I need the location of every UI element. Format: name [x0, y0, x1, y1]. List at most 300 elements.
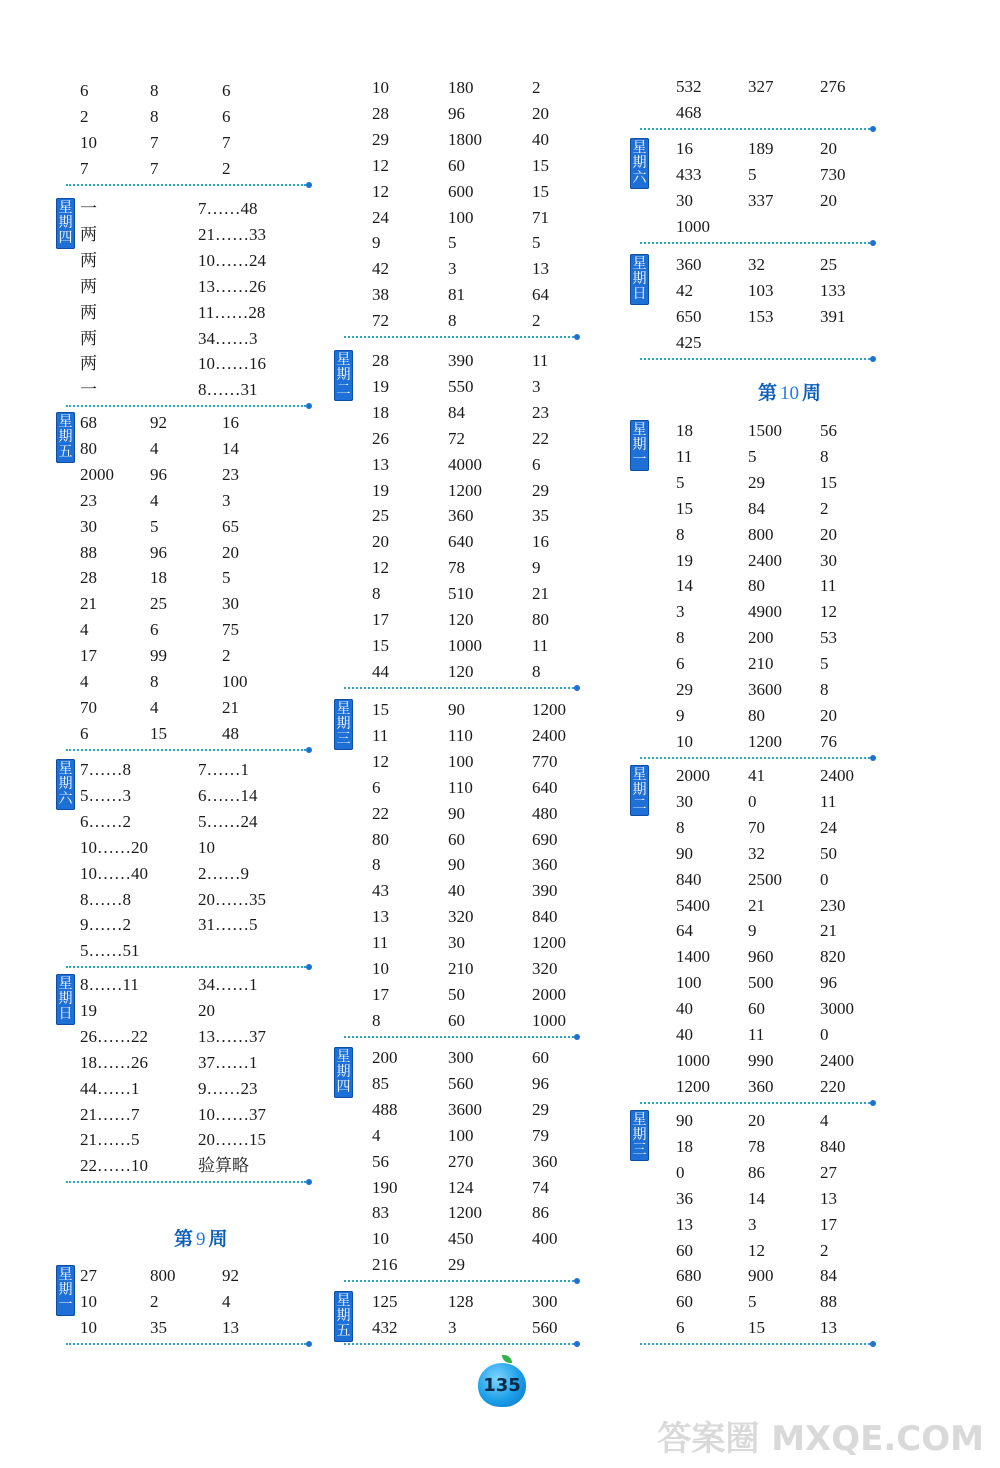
answer-cell: 20 [532, 103, 549, 123]
answer-cell: 10……40 [80, 863, 148, 883]
answer-cell: 360 [532, 1151, 558, 1171]
answer-cell: 6 [222, 106, 231, 126]
answer-cell: 2……9 [198, 863, 249, 883]
answer-cell: 53 [820, 628, 837, 648]
answer-cell: 0 [820, 1025, 829, 1044]
answer-cell: 8 [820, 680, 829, 699]
answer-cell: 11 [532, 635, 549, 655]
answer-cell: 20 [222, 542, 239, 562]
answer-cell: 32 [748, 843, 765, 863]
answer-cell: 180 [448, 78, 474, 97]
answer-cell: 10 [372, 1229, 389, 1249]
answer-cell: 532 [676, 77, 702, 96]
answer-cell: 120 [448, 661, 474, 681]
answer-cell: 25 [150, 594, 167, 614]
watermark: 答案圈 MXQE.COM [657, 1419, 984, 1459]
answer-cell: 4 [820, 1111, 829, 1130]
answer-cell: 50 [448, 984, 465, 1004]
answer-cell: 13 [532, 259, 549, 279]
answer-cell: 29 [532, 480, 549, 500]
answer-cell: 40 [448, 881, 465, 901]
answer-cell: 11 [372, 725, 389, 745]
answer-cell: 320 [448, 907, 474, 927]
answer-cell: 10……37 [198, 1104, 266, 1124]
answer-cell: 15 [532, 181, 549, 201]
answer-cell: 11 [532, 351, 549, 370]
week-title-pre: 第 [174, 1228, 194, 1250]
answer-cell: 10……20 [80, 837, 148, 857]
answer-cell: 0 [820, 869, 829, 889]
answer-cell: 128 [448, 1292, 474, 1311]
section-divider [344, 1280, 574, 1282]
answer-cell: 验算略 [198, 1156, 249, 1176]
answer-cell: 11 [372, 933, 389, 953]
answer-cell: 2400 [748, 550, 782, 570]
answer-cell: 3 [448, 1317, 457, 1337]
answer-cell: 5 [748, 164, 757, 184]
answer-cell: 70 [80, 697, 97, 717]
answer-cell: 23 [80, 490, 97, 510]
answer-cell: 4900 [748, 602, 782, 622]
answer-cell: 6……14 [198, 785, 258, 805]
answer-cell: 78 [448, 558, 465, 578]
answer-cell: 两 [80, 354, 97, 374]
answer-cell: 80 [748, 576, 765, 596]
answer-cell: 2 [820, 1240, 829, 1260]
answer-cell: 360 [748, 1076, 774, 1096]
answer-cell: 30 [222, 594, 239, 614]
answer-cell: 11 [820, 791, 837, 811]
answer-cell: 2 [820, 498, 829, 518]
answer-cell: 30 [676, 791, 693, 811]
answer-cell: 19 [80, 1000, 97, 1020]
answer-cell: 8 [150, 106, 159, 126]
answer-cell: 770 [532, 751, 558, 771]
answer-cell: 一 [80, 380, 97, 400]
answer-cell: 28 [372, 103, 389, 123]
answer-cell: 2 [532, 78, 541, 97]
answer-cell: 190 [372, 1177, 398, 1197]
answer-cell: 690 [532, 829, 558, 849]
answer-cell: 12 [372, 751, 389, 771]
answer-cell: 80 [372, 829, 389, 849]
answer-cell: 11……28 [198, 302, 266, 322]
answer-cell: 488 [372, 1099, 398, 1119]
answer-cell: 300 [532, 1292, 558, 1311]
answer-cell: 2000 [676, 766, 710, 785]
answer-cell: 27 [80, 1266, 97, 1285]
answer-cell: 820 [820, 947, 846, 967]
answer-cell: 124 [448, 1177, 474, 1197]
answer-cell: 8 [372, 584, 381, 604]
answer-cell: 68 [80, 413, 97, 432]
answer-cell: 1000 [448, 635, 482, 655]
answer-cell: 90 [448, 855, 465, 875]
answer-cell: 7 [150, 132, 159, 152]
answer-cell: 1800 [448, 129, 482, 149]
section-divider [640, 358, 870, 360]
answer-cell: 60 [448, 155, 465, 175]
section-divider [640, 1102, 870, 1104]
answer-cell: 840 [820, 1136, 846, 1156]
answer-cell: 433 [676, 164, 702, 184]
answer-cell: 74 [532, 1177, 549, 1197]
answer-cell: 71 [532, 207, 549, 227]
answer-cell: 391 [820, 306, 846, 326]
answer-cell: 21 [222, 697, 239, 717]
answer-cell: 8 [676, 817, 685, 837]
answer-cell: 2400 [532, 725, 566, 745]
section-divider [66, 1181, 306, 1183]
answer-cell: 2000 [532, 984, 566, 1004]
answer-cell: 432 [372, 1317, 398, 1337]
answer-cell: 25 [820, 255, 837, 274]
answer-cell: 两 [80, 276, 97, 296]
answer-cell: 5 [222, 568, 231, 588]
answer-cell: 6 [676, 654, 685, 674]
section-divider [344, 1343, 574, 1345]
answer-cell: 10 [80, 1317, 97, 1337]
answer-cell: 5 [532, 233, 541, 253]
answer-cell: 210 [748, 654, 774, 674]
answer-cell: 60 [748, 999, 765, 1019]
section-divider [344, 336, 574, 338]
answer-cell: 8 [150, 672, 159, 691]
section-divider [640, 1343, 870, 1345]
answer-cell: 60 [676, 1240, 693, 1260]
answer-cell: 100 [676, 973, 702, 993]
answer-cell: 360 [676, 255, 702, 274]
page-number: 135 [483, 1375, 521, 1396]
answer-cell: 19 [676, 550, 693, 570]
answer-cell: 103 [748, 280, 774, 300]
day-label: 星 期 六 [56, 759, 75, 810]
answer-cell: 13 [820, 1188, 837, 1208]
answer-cell: 425 [676, 332, 702, 352]
answer-cell: 327 [748, 77, 774, 96]
answer-cell: 13 [676, 1214, 693, 1234]
answer-cell: 3 [676, 602, 685, 622]
answer-cell: 2000 [80, 464, 114, 484]
answer-cell: 337 [748, 190, 774, 210]
answer-cell: 70 [748, 817, 765, 837]
answer-cell: 3 [748, 1214, 757, 1234]
answer-cell: 216 [372, 1255, 398, 1275]
answer-cell: 210 [448, 959, 474, 978]
answer-cell: 18 [372, 402, 389, 422]
section-divider [344, 687, 574, 689]
answer-cell: 42 [372, 259, 389, 279]
answer-cell: 10 [372, 78, 389, 97]
answer-cell: 14 [748, 1188, 765, 1208]
answer-cell: 88 [80, 542, 97, 562]
section-divider [640, 757, 870, 759]
answer-cell: 两 [80, 250, 97, 270]
answer-cell: 5……51 [80, 941, 140, 961]
answer-cell: 7……1 [198, 760, 249, 779]
answer-cell: 18 [676, 1136, 693, 1156]
answer-cell: 34……1 [198, 975, 258, 994]
answer-cell: 21 [748, 895, 765, 915]
section-divider [640, 128, 870, 130]
answer-cell: 1400 [676, 947, 710, 967]
answer-cell: 56 [372, 1151, 389, 1171]
answer-cell: 20……35 [198, 889, 266, 909]
answer-cell: 1500 [748, 421, 782, 440]
answer-cell: 60 [448, 1010, 465, 1030]
answer-cell: 6 [676, 1318, 685, 1338]
answer-cell: 40 [532, 129, 549, 149]
answer-cell: 15 [532, 155, 549, 175]
answer-cell: 10……24 [198, 250, 266, 270]
answer-cell: 92 [150, 413, 167, 432]
answer-cell: 21……7 [80, 1104, 140, 1124]
answer-cell: 1200 [448, 1203, 482, 1223]
answer-cell: 28 [80, 568, 97, 588]
answer-cell: 9 [372, 233, 381, 253]
answer-cell: 3600 [448, 1099, 482, 1119]
answer-cell: 200 [748, 628, 774, 648]
answer-cell: 65 [222, 516, 239, 536]
answer-cell: 22 [372, 803, 389, 823]
answer-cell: 20 [820, 190, 837, 210]
answer-cell: 96 [150, 464, 167, 484]
answer-cell: 2 [532, 311, 541, 331]
answer-cell: 22……10 [80, 1156, 148, 1176]
answer-cell: 5……24 [198, 811, 258, 831]
answer-cell: 81 [448, 285, 465, 305]
answer-cell: 5……3 [80, 785, 131, 805]
answer-cell: 11 [676, 446, 693, 466]
day-label: 星 期 五 [56, 412, 75, 463]
answer-cell: 4 [150, 490, 159, 510]
answer-cell: 640 [532, 777, 558, 797]
answer-cell: 4 [150, 438, 159, 458]
answer-cell: 100 [448, 207, 474, 227]
answer-cell: 600 [448, 181, 474, 201]
week-title [174, 1224, 228, 1251]
answer-cell: 5 [748, 1292, 757, 1312]
answer-cell: 43 [372, 881, 389, 901]
answer-cell: 27 [820, 1162, 837, 1182]
answer-cell: 64 [532, 285, 549, 305]
answer-cell: 20 [372, 532, 389, 552]
answer-cell: 8……8 [80, 889, 131, 909]
answer-cell: 2 [150, 1291, 159, 1311]
answer-cell: 29 [532, 1099, 549, 1119]
answer-cell: 17 [372, 610, 389, 629]
answer-cell: 56 [820, 421, 837, 440]
answer-cell: 一 [80, 199, 97, 218]
answer-cell: 13……26 [198, 276, 266, 296]
answer-cell: 8 [532, 661, 541, 681]
answer-cell: 12 [748, 1240, 765, 1260]
answer-cell: 730 [820, 164, 846, 184]
answer-cell: 28 [372, 351, 389, 370]
answer-cell: 8 [676, 628, 685, 648]
answer-cell: 17 [372, 984, 389, 1004]
answer-cell: 26……22 [80, 1026, 148, 1046]
answer-cell: 29 [676, 680, 693, 699]
answer-cell: 31……5 [198, 915, 258, 935]
answer-cell: 15 [676, 498, 693, 518]
answer-cell: 8……11 [80, 975, 139, 994]
answer-cell: 15 [820, 472, 837, 492]
answer-cell: 320 [532, 959, 558, 978]
answer-cell: 两 [80, 302, 97, 322]
answer-cell: 100 [222, 672, 248, 691]
answer-cell: 5 [448, 233, 457, 253]
answer-cell: 200 [372, 1048, 398, 1067]
day-label: 星 期 六 [630, 138, 649, 189]
answer-cell: 390 [532, 881, 558, 901]
answer-cell: 9 [676, 705, 685, 725]
answer-cell: 24 [372, 207, 389, 227]
answer-cell: 50 [820, 843, 837, 863]
answer-cell: 13 [372, 907, 389, 927]
answer-cell: 4 [372, 1125, 381, 1145]
week-title-pre: 第 [758, 382, 778, 404]
answer-cell: 276 [820, 77, 846, 96]
answer-cell: 153 [748, 306, 774, 326]
answer-cell: 120 [448, 610, 474, 629]
answer-cell: 6 [80, 81, 89, 100]
answer-cell: 8 [372, 1010, 381, 1030]
answer-cell: 3 [448, 259, 457, 279]
answer-cell: 85 [372, 1073, 389, 1093]
answer-cell: 20 [820, 139, 837, 158]
section-divider [66, 749, 306, 751]
section-divider [66, 1343, 306, 1345]
answer-cell: 80 [532, 610, 549, 629]
day-label: 星 期 二 [630, 765, 649, 816]
answer-cell: 6 [222, 81, 231, 100]
answer-cell: 400 [532, 1229, 558, 1249]
answer-cell: 3 [222, 490, 231, 510]
answer-cell: 18 [150, 568, 167, 588]
answer-cell: 1200 [532, 933, 566, 953]
answer-cell: 64 [676, 921, 693, 941]
answer-cell: 32 [748, 255, 765, 274]
answer-cell: 468 [676, 102, 702, 122]
week-title-num: 10 [780, 383, 800, 404]
answer-cell: 30 [80, 516, 97, 536]
answer-cell: 110 [448, 725, 473, 745]
answer-cell: 23 [532, 402, 549, 422]
answer-cell: 840 [676, 869, 702, 889]
section-divider [66, 405, 306, 407]
answer-cell: 90 [676, 843, 693, 863]
answer-cell: 30 [448, 933, 465, 953]
answer-cell: 8……31 [198, 380, 258, 400]
answer-cell: 21……5 [80, 1130, 140, 1150]
answer-cell: 60 [532, 1048, 549, 1067]
answer-cell: 2 [222, 646, 231, 666]
answer-cell: 86 [748, 1162, 765, 1182]
answer-cell: 18……26 [80, 1052, 148, 1072]
answer-cell: 189 [748, 139, 774, 158]
answer-cell: 90 [676, 1111, 693, 1130]
answer-cell: 44 [372, 661, 389, 681]
answer-cell: 72 [372, 311, 389, 331]
answer-cell: 4 [80, 672, 89, 691]
answer-cell: 3000 [820, 999, 854, 1019]
answer-cell: 24 [820, 817, 837, 837]
answer-cell: 23 [222, 464, 239, 484]
answer-cell: 40 [676, 1025, 693, 1044]
answer-cell: 90 [448, 700, 465, 719]
answer-cell: 230 [820, 895, 846, 915]
answer-cell: 360 [448, 506, 474, 526]
answer-cell: 4 [222, 1291, 231, 1311]
answer-cell: 86 [532, 1203, 549, 1223]
answer-cell: 0 [676, 1162, 685, 1182]
answer-cell: 20 [820, 705, 837, 725]
answer-cell: 11 [820, 576, 837, 596]
answer-cell: 34……3 [198, 328, 258, 348]
answer-cell: 4 [80, 620, 89, 640]
answer-cell: 两 [80, 224, 97, 244]
answer-cell: 21 [532, 584, 549, 604]
answer-cell: 5 [676, 472, 685, 492]
answer-cell: 133 [820, 280, 846, 300]
answer-cell: 15 [372, 700, 389, 719]
answer-cell: 40 [676, 999, 693, 1019]
answer-cell: 8 [150, 81, 159, 100]
answer-cell: 390 [448, 351, 474, 370]
answer-cell: 13 [222, 1317, 239, 1337]
answer-cell: 13 [372, 454, 389, 474]
answer-cell: 6……2 [80, 811, 131, 831]
answer-cell: 1000 [676, 1050, 710, 1070]
answer-cell: 21……33 [198, 224, 266, 244]
answer-cell: 6 [372, 777, 381, 797]
answer-cell: 21 [820, 921, 837, 941]
answer-cell: 84 [448, 402, 465, 422]
answer-cell: 19 [372, 376, 389, 396]
answer-cell: 1200 [676, 1076, 710, 1096]
answer-cell: 1200 [448, 480, 482, 500]
answer-cell: 21 [80, 594, 97, 614]
answer-cell: 2500 [748, 869, 782, 889]
answer-cell: 7 [80, 158, 89, 178]
answer-cell: 30 [676, 190, 693, 210]
answer-cell: 4000 [448, 454, 482, 474]
answer-cell: 29 [748, 472, 765, 492]
answer-cell: 17 [820, 1214, 837, 1234]
answer-cell: 8 [820, 446, 829, 466]
answer-cell: 2400 [820, 766, 854, 785]
answer-cell: 96 [532, 1073, 549, 1093]
answer-cell: 38 [372, 285, 389, 305]
answer-cell: 550 [448, 376, 474, 396]
answer-cell: 640 [448, 532, 474, 552]
answer-cell: 13 [820, 1318, 837, 1338]
answer-cell: 41 [748, 766, 765, 785]
day-label: 星 期 二 [334, 350, 353, 401]
answer-cell: 79 [532, 1125, 549, 1145]
answer-cell: 11 [748, 1025, 765, 1044]
answer-cell: 20 [820, 524, 837, 544]
answer-cell: 35 [150, 1317, 167, 1337]
day-label: 星 期 一 [56, 1265, 75, 1316]
answer-cell: 125 [372, 1292, 398, 1311]
answer-cell: 8 [676, 524, 685, 544]
answer-cell: 14 [222, 438, 239, 458]
week-title-num: 9 [196, 1229, 206, 1250]
answer-cell: 36 [676, 1188, 693, 1208]
page-number-badge [478, 1363, 526, 1407]
